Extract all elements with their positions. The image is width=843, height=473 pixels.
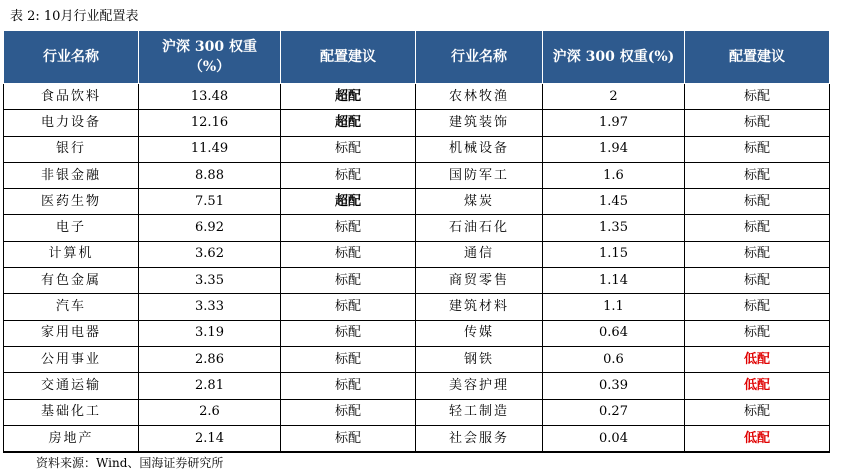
- industry-name-cell: 房地产: [4, 425, 139, 452]
- allocation-advice-cell: 标配: [685, 136, 830, 162]
- industry-allocation-table: [3, 30, 830, 453]
- hs300-weight-cell: 3.35: [139, 268, 281, 294]
- hs300-weight-cell: 2.14: [139, 425, 281, 452]
- hs300-weight-cell: 3.62: [139, 241, 281, 267]
- allocation-advice-cell: 标配: [685, 189, 830, 215]
- hs300-weight-cell: 8.88: [139, 162, 281, 188]
- header-text: 行业名称: [451, 49, 507, 65]
- industry-name-cell: 非银金融: [4, 162, 139, 188]
- header-text: 配置建议: [729, 49, 785, 65]
- header-advice-left: [281, 31, 416, 84]
- source-note: 资料来源：Wind、国海证券研究所: [36, 456, 224, 470]
- industry-name-cell: 轻工制造: [416, 399, 543, 425]
- industry-name-cell: 基础化工: [4, 399, 139, 425]
- allocation-advice-cell: 标配: [685, 215, 830, 241]
- industry-name-cell: 传媒: [416, 320, 543, 346]
- hs300-weight-cell: 3.19: [139, 320, 281, 346]
- industry-name-cell: 电子: [4, 215, 139, 241]
- header-text: 沪深 300 权重(%): [552, 49, 675, 65]
- allocation-advice-cell: 低配: [685, 425, 830, 452]
- allocation-advice-cell: 标配: [281, 162, 416, 188]
- header-industry-left: [4, 31, 139, 84]
- allocation-advice-cell: 标配: [685, 241, 830, 267]
- allocation-advice-cell: 标配: [685, 320, 830, 346]
- table-row: [4, 268, 830, 294]
- industry-name-cell: 交通运输: [4, 373, 139, 399]
- hs300-weight-cell: 0.27: [543, 399, 685, 425]
- hs300-weight-cell: 2.6: [139, 399, 281, 425]
- allocation-advice-cell: 超配: [281, 84, 416, 110]
- hs300-weight-cell: 3.33: [139, 294, 281, 320]
- hs300-weight-cell: 1.97: [543, 110, 685, 136]
- hs300-weight-cell: 1.35: [543, 215, 685, 241]
- allocation-advice-cell: 标配: [685, 84, 830, 110]
- table-row: [4, 215, 830, 241]
- hs300-weight-cell: 1.15: [543, 241, 685, 267]
- industry-name-cell: 建筑装饰: [416, 110, 543, 136]
- allocation-advice-cell: 标配: [281, 241, 416, 267]
- industry-name-cell: 国防军工: [416, 162, 543, 188]
- industry-name-cell: 医药生物: [4, 189, 139, 215]
- industry-name-cell: 公用事业: [4, 346, 139, 372]
- table-caption: 表 2: 10月行业配置表: [10, 9, 139, 24]
- table-row: [4, 346, 830, 372]
- hs300-weight-cell: 1.6: [543, 162, 685, 188]
- hs300-weight-cell: 2.81: [139, 373, 281, 399]
- industry-name-cell: 农林牧渔: [416, 84, 543, 110]
- header-row: [4, 31, 830, 84]
- table-row: [4, 84, 830, 110]
- allocation-advice-cell: 标配: [685, 294, 830, 320]
- allocation-advice-cell: 低配: [685, 346, 830, 372]
- allocation-advice-cell: 标配: [281, 294, 416, 320]
- table-row: [4, 162, 830, 188]
- allocation-advice-cell: 标配: [281, 268, 416, 294]
- industry-name-cell: 钢铁: [416, 346, 543, 372]
- allocation-advice-cell: 标配: [281, 373, 416, 399]
- industry-name-cell: 有色金属: [4, 268, 139, 294]
- hs300-weight-cell: 0.39: [543, 373, 685, 399]
- hs300-weight-cell: 11.49: [139, 136, 281, 162]
- industry-name-cell: 商贸零售: [416, 268, 543, 294]
- table-row: [4, 241, 830, 267]
- industry-name-cell: 汽车: [4, 294, 139, 320]
- header-text: 行业名称: [43, 49, 99, 65]
- allocation-advice-cell: 低配: [685, 373, 830, 399]
- industry-name-cell: 机械设备: [416, 136, 543, 162]
- allocation-advice-cell: 标配: [685, 268, 830, 294]
- header-text: 沪深 300 权重: [162, 39, 257, 55]
- hs300-weight-cell: 1.94: [543, 136, 685, 162]
- table-row: [4, 320, 830, 346]
- header-text: （%）: [188, 59, 231, 75]
- industry-name-cell: 煤炭: [416, 189, 543, 215]
- table-row: [4, 189, 830, 215]
- hs300-weight-cell: 6.92: [139, 215, 281, 241]
- table-row: [4, 399, 830, 425]
- header-text: 配置建议: [320, 49, 376, 65]
- allocation-advice-cell: 超配: [281, 110, 416, 136]
- industry-name-cell: 计算机: [4, 241, 139, 267]
- allocation-advice-cell: 标配: [281, 346, 416, 372]
- header-weight-left: [139, 31, 281, 84]
- allocation-advice-cell: 标配: [685, 399, 830, 425]
- table-row: [4, 136, 830, 162]
- industry-name-cell: 家用电器: [4, 320, 139, 346]
- hs300-weight-cell: 1.1: [543, 294, 685, 320]
- allocation-advice-cell: 标配: [281, 399, 416, 425]
- industry-name-cell: 美容护理: [416, 373, 543, 399]
- hs300-weight-cell: 2.86: [139, 346, 281, 372]
- hs300-weight-cell: 1.45: [543, 189, 685, 215]
- industry-name-cell: 石油石化: [416, 215, 543, 241]
- table-row: [4, 425, 830, 452]
- hs300-weight-cell: 1.14: [543, 268, 685, 294]
- industry-name-cell: 银行: [4, 136, 139, 162]
- hs300-weight-cell: 2: [543, 84, 685, 110]
- allocation-advice-cell: 标配: [281, 320, 416, 346]
- hs300-weight-cell: 7.51: [139, 189, 281, 215]
- hs300-weight-cell: 0.64: [543, 320, 685, 346]
- hs300-weight-cell: 0.04: [543, 425, 685, 452]
- industry-name-cell: 社会服务: [416, 425, 543, 452]
- header-weight-right: [543, 31, 685, 84]
- industry-name-cell: 建筑材料: [416, 294, 543, 320]
- industry-name-cell: 通信: [416, 241, 543, 267]
- allocation-advice-cell: 标配: [685, 110, 830, 136]
- header-industry-right: [416, 31, 543, 84]
- header-advice-right: [685, 31, 830, 84]
- allocation-advice-cell: 标配: [281, 136, 416, 162]
- table-body: [4, 84, 830, 453]
- allocation-advice-cell: 标配: [281, 425, 416, 452]
- industry-name-cell: 食品饮料: [4, 84, 139, 110]
- table-row: [4, 294, 830, 320]
- table-row: [4, 110, 830, 136]
- table-row: [4, 373, 830, 399]
- industry-name-cell: 电力设备: [4, 110, 139, 136]
- hs300-weight-cell: 13.48: [139, 84, 281, 110]
- hs300-weight-cell: 0.6: [543, 346, 685, 372]
- allocation-advice-cell: 标配: [685, 162, 830, 188]
- allocation-advice-cell: 超配: [281, 189, 416, 215]
- allocation-advice-cell: 标配: [281, 215, 416, 241]
- hs300-weight-cell: 12.16: [139, 110, 281, 136]
